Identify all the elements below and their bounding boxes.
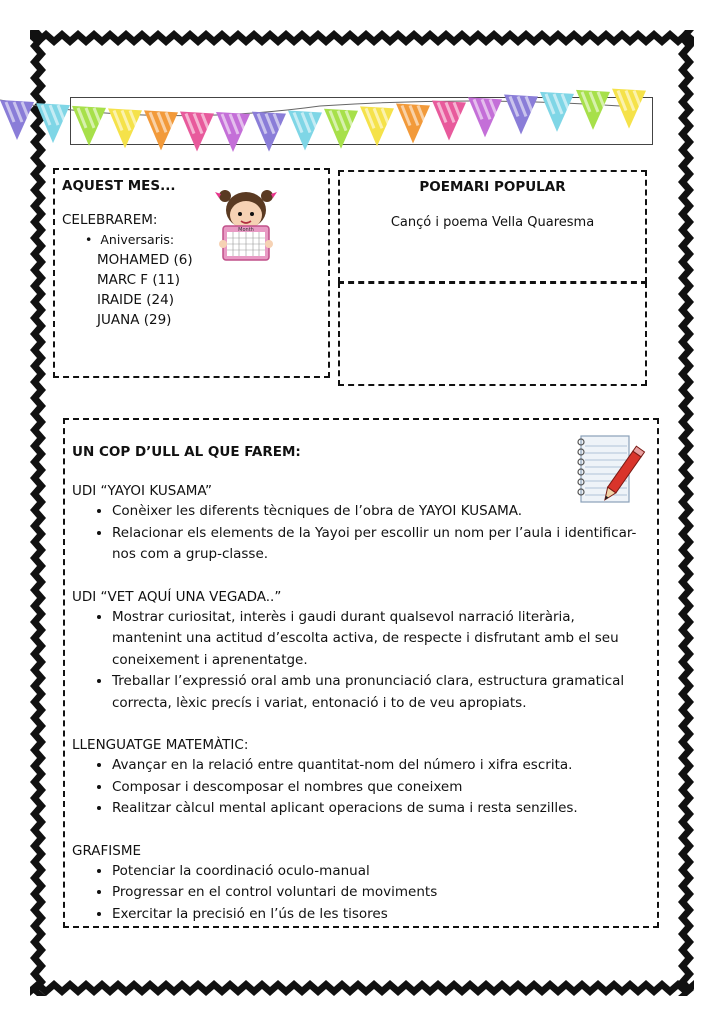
plan-title: UN COP D’ULL AL QUE FAREM: (72, 444, 301, 460)
section-heading: LLENGUATGE MATEMÀTIC: (72, 737, 249, 753)
list-item: • Avançar en la relació entre quantitat-nom del número i xifra escrita. (112, 755, 642, 777)
bunting-flag (36, 103, 70, 143)
empty-box (338, 282, 647, 386)
list-item: • Composar i descomposar el nombres que coneixem (112, 777, 642, 799)
zigzag-band (30, 30, 46, 996)
bunting-flag (468, 97, 502, 137)
bunting-flag (216, 112, 250, 152)
bunting-flag (612, 89, 646, 129)
bunting-flag (396, 103, 430, 143)
plan-box (63, 418, 659, 928)
plan-section (72, 735, 642, 820)
bunting-flag (504, 94, 538, 134)
section-heading: UDI “YAYOI KUSAMA” (72, 483, 212, 499)
birthday-list (97, 250, 193, 330)
birthdays-label: • Aniversaris: (85, 232, 175, 247)
bunting-flag (360, 106, 394, 146)
bunting-flag (432, 100, 466, 140)
plan-section (72, 481, 642, 566)
this-month-box (53, 168, 330, 378)
bunting-flag (252, 112, 286, 152)
plan-section (72, 841, 642, 926)
birthday-item: JUANA (29) (97, 312, 172, 328)
bunting-flag (288, 111, 322, 151)
plan-section (72, 587, 642, 715)
list-item: • Treballar l’expressió oral amb una pronunciació clara, estructura gramatical correcta, lèxic precís i variat, entonació i to de veu apropiats. (112, 671, 642, 714)
bunting-garland (0, 0, 724, 170)
zigzag-band (678, 30, 694, 996)
poem-title: POEMARI POPULAR (419, 179, 566, 195)
this-month-title: AQUEST MES... (62, 178, 176, 194)
bunting-flag (144, 110, 178, 150)
zigzag-band (30, 980, 694, 996)
list-item: • Progressar en el control voluntari de moviments (112, 882, 642, 904)
poem-box (338, 170, 647, 283)
list-item: • Potenciar la coordinació oculo-manual (112, 861, 642, 883)
section-heading: UDI “VET AQUÍ UNA VEGADA..” (72, 588, 282, 605)
list-item: • Realitzar càlcul mental aplicant operacions de suma i resta senzilles. (112, 798, 642, 820)
poem-text: Cançó i poema Vella Quaresma (390, 215, 595, 230)
celebrate-label: CELEBRAREM: (62, 212, 158, 228)
bunting-flag (576, 90, 610, 130)
birthday-item: IRAIDE (24) (97, 292, 174, 308)
bunting-flag (324, 109, 358, 149)
list-item: • Mostrar curiositat, interès i gaudi durant qualsevol narració literària, mantenint una actitud d’escolta activa, de respecte i disfrutant amb el seu coneixement i aprenentatge. (112, 607, 642, 672)
bunting-flag (180, 112, 214, 152)
section-heading: GRAFISME (72, 842, 142, 859)
birthday-item: MARC F (11) (97, 272, 181, 288)
girl-calendar-icon (213, 188, 279, 262)
list-item: • Conèixer les diferents tècniques de l’obra de YAYOI KUSAMA. (112, 501, 642, 523)
birthday-item: MOHAMED (6) (97, 252, 193, 268)
calendar-month-text: Month (238, 227, 254, 233)
bunting-flag (108, 108, 142, 148)
plan-sections (72, 460, 642, 925)
bunting-flag (72, 106, 106, 146)
bunting-flag (540, 92, 574, 132)
list-item: • Exercitar la precisió en l’ús de les tisores (112, 904, 642, 926)
bunting-flag (0, 100, 34, 140)
list-item: • Relacionar els elements de la Yayoi per escollir un nom per l’aula i identificar-nos com a grup-classe. (112, 523, 642, 566)
